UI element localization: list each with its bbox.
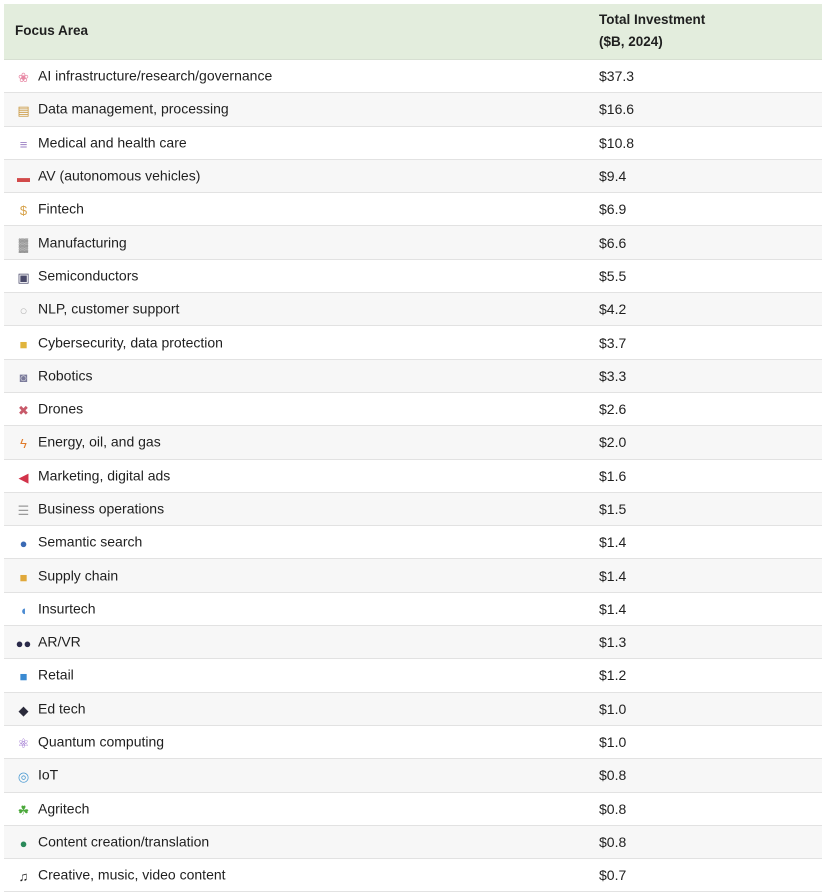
sunglasses-icon: ●● (15, 636, 32, 652)
table-row (4, 126, 822, 159)
speech-bubble-icon: ○ (19, 303, 28, 319)
focus-area-label: Manufacturing (38, 233, 127, 250)
header-focus-area[interactable]: Focus Area (4, 4, 588, 60)
music-note-icon: ♫ (18, 869, 29, 885)
focus-area-label: Business operations (38, 500, 165, 517)
focus-area-cell (4, 359, 588, 392)
focus-area-cell (4, 526, 588, 559)
graduation-cap-icon: ◆ (18, 702, 29, 718)
table-row (4, 725, 822, 758)
investment-value: $1.3 (588, 626, 822, 659)
focus-area-cell (4, 792, 588, 825)
table-row (4, 226, 822, 259)
investment-value: $1.5 (588, 492, 822, 525)
focus-area-cell (4, 759, 588, 792)
truck-icon: ■ (19, 569, 28, 585)
focus-area-cell (4, 259, 588, 292)
focus-area-label: Data management, processing (38, 100, 229, 117)
focus-area-label: Drones (38, 400, 84, 417)
table-row (4, 392, 822, 425)
satellite-icon: ✖ (18, 403, 29, 419)
earth-icon: ● (19, 835, 28, 851)
investment-value: $10.8 (588, 126, 822, 159)
table-row (4, 459, 822, 492)
investment-value: $1.6 (588, 459, 822, 492)
table-header (4, 4, 822, 60)
factory-icon: ▓ (18, 236, 29, 252)
table-row (4, 426, 822, 459)
floppy-disk-icon: ▣ (17, 269, 30, 285)
car-icon: ▬ (17, 170, 30, 186)
shield-icon: ◖ (19, 602, 28, 618)
focus-area-label: Quantum computing (38, 733, 165, 750)
header-investment-line1: Total Investment (599, 12, 706, 27)
focus-area-label: Semantic search (38, 533, 143, 550)
atom-icon: ⚛ (17, 736, 30, 752)
focus-area-cell (4, 559, 588, 592)
robot-icon: ◙ (19, 369, 28, 385)
receipt-icon: ☰ (17, 503, 30, 518)
header-investment-line2: ($B, 2024) (599, 34, 663, 49)
focus-area-cell (4, 692, 588, 725)
money-bag-icon: $ (19, 203, 28, 219)
focus-area-cell (4, 93, 588, 126)
table-row (4, 326, 822, 359)
focus-area-label: NLP, customer support (38, 300, 180, 317)
brain-icon: ❀ (18, 70, 29, 86)
header-total-investment[interactable] (588, 4, 822, 60)
table-row (4, 825, 822, 858)
focus-area-label: AI infrastructure/research/governance (38, 67, 273, 84)
table-row (4, 293, 822, 326)
investment-value: $6.9 (588, 193, 822, 226)
table-row (4, 359, 822, 392)
focus-area-label: Marketing, digital ads (38, 467, 171, 483)
table-row (4, 60, 822, 93)
investment-value: $1.4 (588, 559, 822, 592)
focus-area-label: AR/VR (38, 633, 81, 650)
investment-value: $1.0 (588, 692, 822, 725)
focus-area-label: Creative, music, video content (38, 866, 226, 883)
table-row (4, 759, 822, 792)
focus-area-cell (4, 459, 588, 492)
investment-value: $0.8 (588, 759, 822, 792)
focus-area-cell (4, 659, 588, 692)
investment-value: $1.0 (588, 725, 822, 758)
table-row (4, 259, 822, 292)
table-row (4, 193, 822, 226)
magnifying-glass-icon: ● (19, 536, 28, 552)
table-row (4, 492, 822, 525)
table-row (4, 592, 822, 625)
investment-value: $0.8 (588, 792, 822, 825)
lock-icon: ■ (19, 336, 28, 352)
header-row (4, 4, 822, 60)
focus-area-cell (4, 392, 588, 425)
table-row (4, 692, 822, 725)
investment-value: $4.2 (588, 293, 822, 326)
investment-table (4, 4, 822, 892)
focus-area-cell (4, 159, 588, 192)
focus-area-cell (4, 626, 588, 659)
investment-table-container (4, 4, 822, 892)
investment-value: $9.4 (588, 159, 822, 192)
focus-area-cell (4, 725, 588, 758)
table-row (4, 626, 822, 659)
investment-value: $6.6 (588, 226, 822, 259)
investment-value: $37.3 (588, 60, 822, 93)
investment-value: $1.2 (588, 659, 822, 692)
focus-area-cell (4, 326, 588, 359)
focus-area-label: Semiconductors (38, 267, 139, 284)
focus-area-cell (4, 193, 588, 226)
focus-area-label: Content creation/translation (38, 833, 210, 850)
table-row (4, 93, 822, 126)
focus-area-label: Medical and health care (38, 134, 187, 151)
lightning-icon: ϟ (20, 436, 27, 452)
table-row (4, 159, 822, 192)
focus-area-cell (4, 592, 588, 625)
investment-value: $0.8 (588, 825, 822, 858)
globe-icon: ◎ (17, 769, 30, 785)
focus-area-label: Supply chain (38, 566, 119, 583)
file-cabinet-icon: ▤ (17, 103, 30, 119)
investment-value: $3.3 (588, 359, 822, 392)
investment-value: $1.4 (588, 526, 822, 559)
focus-area-cell (4, 426, 588, 459)
table-body (4, 60, 822, 892)
focus-area-label: Fintech (38, 200, 84, 217)
megaphone-icon: ◀ (18, 469, 29, 485)
investment-value: $16.6 (588, 93, 822, 126)
table-row (4, 526, 822, 559)
focus-area-label: Insurtech (38, 600, 96, 617)
investment-value: $0.7 (588, 859, 822, 892)
focus-area-cell (4, 293, 588, 326)
focus-area-cell (4, 226, 588, 259)
focus-area-cell (4, 492, 588, 525)
focus-area-cell (4, 825, 588, 858)
investment-value: $3.7 (588, 326, 822, 359)
medical-record-icon: ≡ (19, 136, 28, 152)
investment-value: $2.6 (588, 392, 822, 425)
table-row (4, 792, 822, 825)
focus-area-cell (4, 859, 588, 892)
investment-value: $2.0 (588, 426, 822, 459)
seedling-icon: ☘ (17, 802, 30, 818)
table-row (4, 559, 822, 592)
focus-area-label: Cybersecurity, data protection (38, 333, 223, 350)
focus-area-cell (4, 126, 588, 159)
investment-value: $1.4 (588, 592, 822, 625)
focus-area-label: Ed tech (38, 700, 86, 717)
focus-area-label: IoT (38, 766, 59, 783)
focus-area-label: Energy, oil, and gas (38, 433, 161, 450)
table-row (4, 859, 822, 892)
investment-value: $5.5 (588, 259, 822, 292)
focus-area-label: Agritech (38, 799, 90, 816)
focus-area-label: AV (autonomous vehicles) (38, 167, 201, 184)
focus-area-label: Retail (38, 666, 74, 683)
focus-area-label: Robotics (38, 367, 93, 384)
table-row (4, 659, 822, 692)
shopping-bag-icon: ■ (19, 669, 28, 685)
focus-area-cell (4, 60, 588, 93)
